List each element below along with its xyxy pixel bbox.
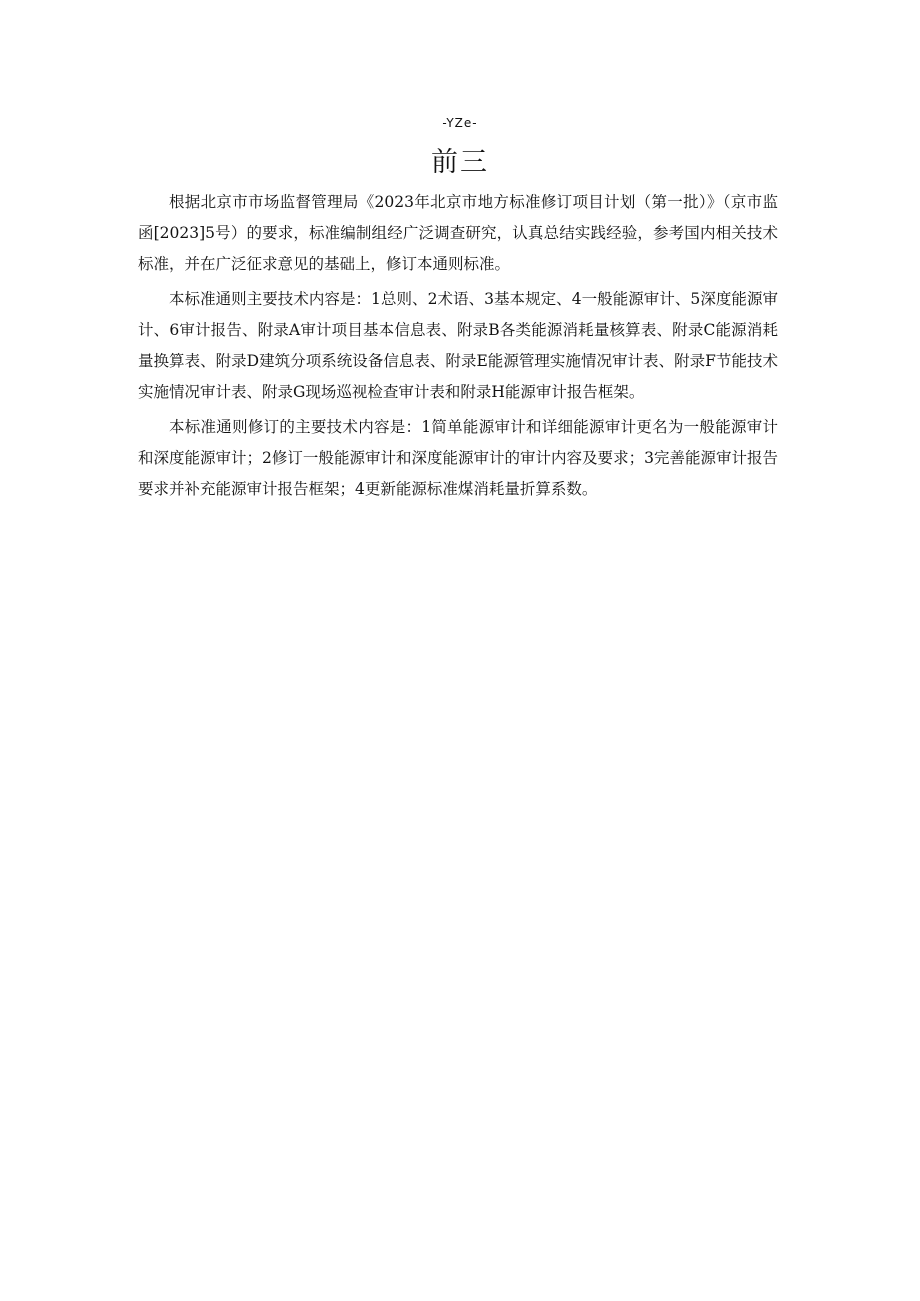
page-header-mark: -YZe- <box>442 116 478 130</box>
paragraph-revision-contents: 本标准通则修订的主要技术内容是：1简单能源审计和详细能源审计更名为一般能源审计和深度能源审计；2修订一般能源审计和深度能源审计的审计内容及要求；3完善能源审计报告要求并补充能源审计报告框架；4更新能源标准煤消耗量折算系数。 <box>138 418 778 498</box>
document-body <box>138 187 778 509</box>
paragraph-main-contents: 本标准通则主要技术内容是：1总则、2术语、3基本规定、4一般能源审计、5深度能源审计、6审计报告、附录A审计项目基本信息表、附录B各类能源消耗量核算表、附录C能源消耗量换算表、附录D建筑分项系统设备信息表、附录E能源管理实施情况审计表、附录F节能技术实施情况审计表、附录G现场巡视检查审计表和附录H能源审计报告框架。 <box>138 290 778 401</box>
page-title: 前三 <box>431 147 489 178</box>
paragraph-background: 根据北京市市场监督管理局《2023年北京市地方标准修订项目计划（第一批）》（京市监函[2023]5号）的要求，标准编制组经广泛调查研究，认真总结实践经验，参考国内相关技术标准，并在广泛征求意见的基础上，修订本通则标准。 <box>138 193 778 273</box>
